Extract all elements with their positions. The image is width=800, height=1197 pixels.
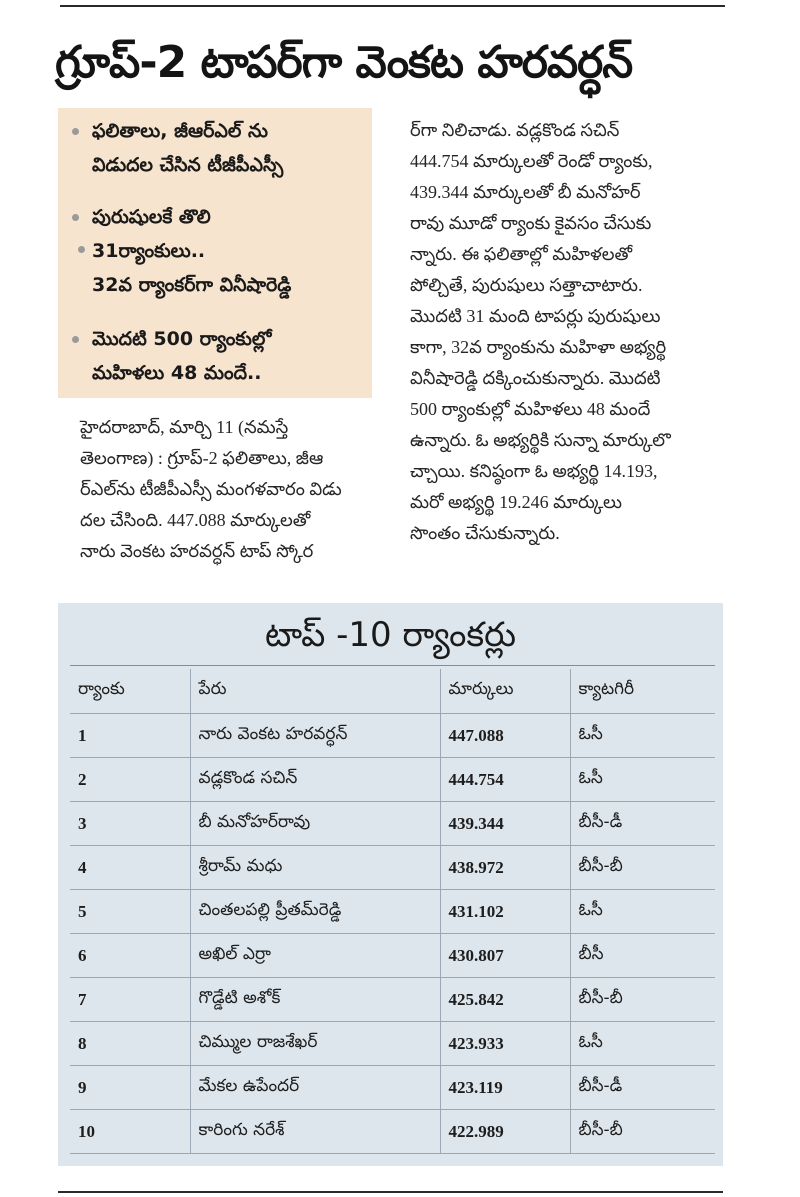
table-title: టాప్ -10 ర్యాంకర్లు: [264, 615, 517, 655]
rank-cell: 1: [70, 714, 190, 758]
rankers-table: [70, 669, 715, 1154]
table-row: [70, 934, 715, 978]
marks-cell: 423.119: [440, 1066, 570, 1110]
name-cell: చింతలపల్లి ప్రీతమ్‌రెడ్డి: [190, 890, 440, 934]
name-cell: గొడ్డేటి అశోక్: [190, 978, 440, 1022]
article-line: తెలంగాణ) : గ్రూప్-2 ఫలితాలు, జీఆ: [80, 448, 324, 468]
category-cell: బీసీ-డీ: [570, 802, 715, 846]
article-left-column: [80, 412, 342, 567]
article-right-column: [410, 115, 671, 549]
header-marks: మార్కులు: [440, 669, 570, 714]
name-cell: మేకల ఉపేందర్: [190, 1066, 440, 1110]
marks-cell: 439.344: [440, 802, 570, 846]
article-line: హైదరాబాద్, మార్చి 11 (నమస్తే: [80, 417, 289, 437]
article-line: న్నారు. ఈ ఫలితాల్లో మహిళలతో: [410, 244, 633, 264]
category-cell: బీసీ-బీ: [570, 846, 715, 890]
table-row: [70, 978, 715, 1022]
bullet-dot-icon: [72, 336, 79, 343]
table-row: [70, 890, 715, 934]
marks-cell: 423.933: [440, 1022, 570, 1066]
category-cell: ఓసీ: [570, 714, 715, 758]
article-line: మొదటి 31 మంది టాపర్లు పురుషులు: [410, 306, 661, 326]
marks-cell: 438.972: [440, 846, 570, 890]
bullet-dot-icon: [72, 128, 79, 135]
article-line: పోల్చితే, పురుషులు సత్తాచాటారు.: [410, 275, 643, 295]
name-cell: శ్రీరామ్ మధు: [190, 846, 440, 890]
header-category: క్యాటగిరీ: [570, 669, 715, 714]
table-row: [70, 758, 715, 802]
name-cell: చిమ్ముల రాజశేఖర్: [190, 1022, 440, 1066]
article-line: మరో అభ్యర్థి 19.246 మార్కులు: [410, 492, 622, 512]
name-cell: కారింగు నరేశ్: [190, 1110, 440, 1154]
rank-cell: 2: [70, 758, 190, 802]
highlight-line: మొదటి 500 ర్యాంకుల్లో: [92, 328, 272, 350]
highlight-line: మహిళలు 48 మందే..: [92, 362, 262, 384]
marks-cell: 444.754: [440, 758, 570, 802]
category-cell: బీసీ-బీ: [570, 1110, 715, 1154]
article-line: 439.344 మార్కులతో బీ మనోహర్: [410, 182, 641, 202]
article-line: కాగా, 32వ ర్యాంకును మహిళా అభ్యర్థి: [410, 337, 667, 357]
rank-cell: 3: [70, 802, 190, 846]
highlight-line: విడుదల చేసిన టీజీపీఎస్సీ: [92, 154, 284, 176]
highlight-line: పురుషులకే తొలి: [92, 206, 211, 228]
highlight-line: 31ర్యాంకులు..: [92, 240, 206, 262]
rank-cell: 10: [70, 1110, 190, 1154]
category-cell: ఓసీ: [570, 758, 715, 802]
article-line: 444.754 మార్కులతో రెండో ర్యాంకు,: [410, 151, 653, 171]
category-cell: బీసీ: [570, 934, 715, 978]
top-10-table-box: [58, 603, 723, 1166]
article-line: ర్‌గా నిలిచాడు. వడ్లకొండ సచిన్: [410, 120, 620, 140]
article-line: చ్చాయి. కనిష్ఠంగా ఓ అభ్యర్థి 14.193,: [410, 461, 658, 481]
article-line: ఉన్నారు. ఓ అభ్యర్థికి సున్నా మార్కులొ: [410, 430, 671, 450]
marks-cell: 431.102: [440, 890, 570, 934]
rank-cell: 7: [70, 978, 190, 1022]
name-cell: నారు వెంకట హరవర్ధన్: [190, 714, 440, 758]
table-row: [70, 1022, 715, 1066]
table-header-row: [70, 669, 715, 714]
table-row: [70, 802, 715, 846]
name-cell: బీ మనోహర్‌రావు: [190, 802, 440, 846]
article-line: రావు మూడో ర్యాంకు కైవసం చేసుకు: [410, 213, 652, 233]
highlight-line: ఫలితాలు, జీఆర్ఎల్ ను: [92, 120, 268, 142]
category-cell: ఓసీ: [570, 890, 715, 934]
highlight-line: 32వ ర్యాంకర్‌గా వినీషారెడ్డి: [92, 274, 292, 296]
header-name: పేరు: [190, 669, 440, 714]
article-line: నారు వెంకట హరవర్ధన్ టాప్ స్కోర: [80, 541, 314, 561]
bottom-divider: [58, 1191, 723, 1193]
rank-cell: 8: [70, 1022, 190, 1066]
marks-cell: 425.842: [440, 978, 570, 1022]
rank-cell: 6: [70, 934, 190, 978]
header-rank: ర్యాంకు: [70, 669, 190, 714]
article-line: ర్‌ఎల్‌ను టీజీపీఎస్సీ మంగళవారం విడు: [80, 479, 342, 499]
bullet-dot-icon: [78, 246, 85, 253]
table-row: [70, 1110, 715, 1154]
table-row: [70, 714, 715, 758]
category-cell: ఓసీ: [570, 1022, 715, 1066]
category-cell: బీసీ-బీ: [570, 978, 715, 1022]
article-line: వినీషారెడ్డి దక్కించుకున్నారు. మొదటి: [410, 368, 661, 388]
table-title-divider: [70, 665, 715, 666]
rank-cell: 5: [70, 890, 190, 934]
article-line: సొంతం చేసుకున్నారు.: [410, 523, 560, 543]
headline: గ్రూప్-2 టాపర్‌గా వెంకట హరవర్ధన్: [55, 37, 633, 88]
article-line: దల చేసింది. 447.088 మార్కులతో: [80, 510, 311, 530]
article-line: 500 ర్యాంకుల్లో మహిళలు 48 మందే: [410, 399, 651, 419]
top-divider: [60, 5, 725, 7]
marks-cell: 430.807: [440, 934, 570, 978]
category-cell: బీసీ-డీ: [570, 1066, 715, 1110]
rank-cell: 4: [70, 846, 190, 890]
table-row: [70, 846, 715, 890]
marks-cell: 447.088: [440, 714, 570, 758]
bullet-dot-icon: [72, 214, 79, 221]
name-cell: అఖిల్ ఎర్రా: [190, 934, 440, 978]
table-row: [70, 1066, 715, 1110]
marks-cell: 422.989: [440, 1110, 570, 1154]
rank-cell: 9: [70, 1066, 190, 1110]
name-cell: వడ్లకొండ సచిన్: [190, 758, 440, 802]
